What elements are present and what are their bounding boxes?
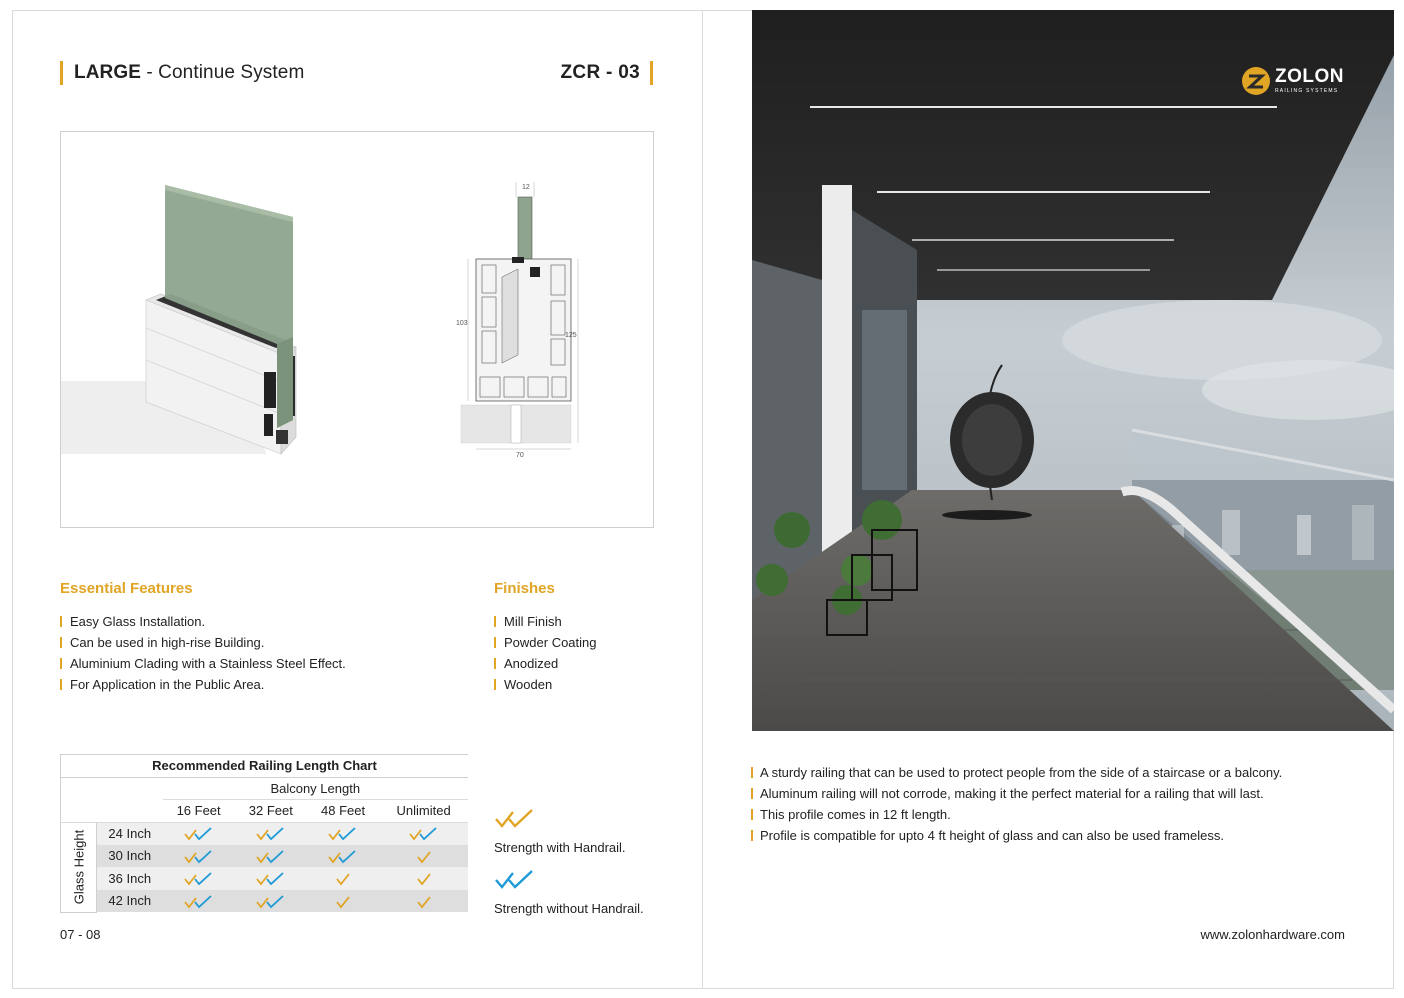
chart-cell xyxy=(163,822,235,845)
description-list xyxy=(751,762,1282,846)
product-code-block xyxy=(540,61,653,85)
double-check-icon xyxy=(183,827,215,841)
chart-cell xyxy=(235,845,307,868)
feature-item: For Application in the Public Area. xyxy=(60,674,346,695)
double-check-icon xyxy=(408,827,440,841)
logo-name: ZOLON xyxy=(1275,66,1344,87)
bullet-mark xyxy=(751,767,753,778)
balcony-photo xyxy=(752,10,1394,731)
bullet-mark xyxy=(60,637,62,648)
column-group-label: Balcony Length xyxy=(163,777,469,800)
single-check-icon xyxy=(416,872,432,886)
chart-cell xyxy=(235,867,307,890)
bullet-mark xyxy=(60,679,62,690)
column-header: 16 Feet xyxy=(163,800,235,823)
column-header: 48 Feet xyxy=(307,800,379,823)
bullet-mark xyxy=(494,679,496,690)
product-render xyxy=(61,132,653,527)
double-check-gold-icon xyxy=(494,808,536,830)
double-check-icon xyxy=(327,850,359,864)
bullet-mark xyxy=(60,658,62,669)
bullet-mark xyxy=(751,788,753,799)
description-item: Profile is compatible for upto 4 ft height of glass and can also be used frameless. xyxy=(751,825,1282,846)
double-check-icon xyxy=(327,827,359,841)
feature-item: Easy Glass Installation. xyxy=(60,611,346,632)
bullet-mark xyxy=(751,830,753,841)
logo-tagline: RAILING SYSTEMS xyxy=(1275,88,1339,94)
double-check-icon xyxy=(255,827,287,841)
dim-top-label: 12 xyxy=(522,184,530,191)
single-check-icon xyxy=(416,850,432,864)
website-link[interactable]: www.zolonhardware.com xyxy=(1200,927,1345,942)
legend-label: Strength without Handrail. xyxy=(494,901,644,916)
double-check-blue-icon xyxy=(494,869,536,891)
chart-cell xyxy=(379,845,468,868)
double-check-icon xyxy=(255,872,287,886)
chart-corner xyxy=(61,777,163,822)
zolon-logo xyxy=(1241,66,1344,96)
railing-length-chart xyxy=(60,754,468,913)
bullet-mark xyxy=(494,616,496,627)
page-number: 07 - 08 xyxy=(60,927,101,942)
finish-item: Mill Finish xyxy=(494,611,597,632)
finish-item: Powder Coating xyxy=(494,632,597,653)
row-header: 36 Inch xyxy=(97,867,163,890)
finishes-list xyxy=(494,611,597,695)
row-group-label: Glass Height xyxy=(61,822,97,912)
accent-bar xyxy=(60,61,63,85)
single-check-icon xyxy=(335,895,351,909)
chart-cell xyxy=(163,890,235,913)
description-item: This profile comes in 12 ft length. xyxy=(751,804,1282,825)
chart-cell xyxy=(379,890,468,913)
page-fold xyxy=(702,10,703,989)
chart-row xyxy=(61,867,469,890)
finish-item: Wooden xyxy=(494,674,597,695)
double-check-icon xyxy=(183,895,215,909)
logo-mark-icon xyxy=(1241,66,1271,96)
bullet-mark xyxy=(751,809,753,820)
column-header: Unlimited xyxy=(379,800,468,823)
features-list xyxy=(60,611,346,695)
chart-cell xyxy=(235,822,307,845)
features-heading: Essential Features xyxy=(60,580,193,597)
legend-with-handrail xyxy=(494,808,626,855)
accent-bar xyxy=(650,61,653,85)
finishes-heading: Finishes xyxy=(494,580,555,597)
chart-cell xyxy=(307,890,379,913)
chart-row xyxy=(61,890,469,913)
chart-cell xyxy=(307,845,379,868)
bullet-mark xyxy=(494,637,496,648)
product-illustration xyxy=(60,131,654,528)
description-item: Aluminum railing will not corrode, making it the perfect material for a railing that will last. xyxy=(751,783,1282,804)
chart-cell xyxy=(307,822,379,845)
product-title xyxy=(74,62,304,84)
double-check-icon xyxy=(255,895,287,909)
section-drawing xyxy=(456,182,578,459)
description-item: A sturdy railing that can be used to protect people from the side of a staircase or a balcony. xyxy=(751,762,1282,783)
page-header xyxy=(60,61,304,85)
chart-cell xyxy=(235,890,307,913)
product-code: ZCR - 03 xyxy=(560,62,640,83)
column-header: 32 Feet xyxy=(235,800,307,823)
row-header: 42 Inch xyxy=(97,890,163,913)
row-header: 24 Inch xyxy=(97,822,163,845)
chart-row xyxy=(61,822,469,845)
product-size: LARGE xyxy=(74,62,141,83)
feature-item: Can be used in high-rise Building. xyxy=(60,632,346,653)
double-check-icon xyxy=(255,850,287,864)
chart-cell xyxy=(163,845,235,868)
chart-cell xyxy=(379,822,468,845)
dim-right-label: 125 xyxy=(565,332,577,339)
dim-left-label: 103 xyxy=(456,320,468,327)
double-check-icon xyxy=(183,872,215,886)
legend-without-handrail xyxy=(494,869,644,916)
bullet-mark xyxy=(494,658,496,669)
single-check-icon xyxy=(335,872,351,886)
legend-label: Strength with Handrail. xyxy=(494,840,626,855)
chart-cell xyxy=(163,867,235,890)
chart-title: Recommended Railing Length Chart xyxy=(61,755,469,778)
chart-cell xyxy=(307,867,379,890)
product-system: - Continue System xyxy=(141,62,305,83)
row-header: 30 Inch xyxy=(97,845,163,868)
chart-row xyxy=(61,845,469,868)
single-check-icon xyxy=(416,895,432,909)
feature-item: Aluminium Clading with a Stainless Steel Effect. xyxy=(60,653,346,674)
double-check-icon xyxy=(183,850,215,864)
dim-bottom-label: 70 xyxy=(516,452,524,459)
chart-cell xyxy=(379,867,468,890)
bullet-mark xyxy=(60,616,62,627)
balcony-scene-image xyxy=(752,10,1394,731)
finish-item: Anodized xyxy=(494,653,597,674)
